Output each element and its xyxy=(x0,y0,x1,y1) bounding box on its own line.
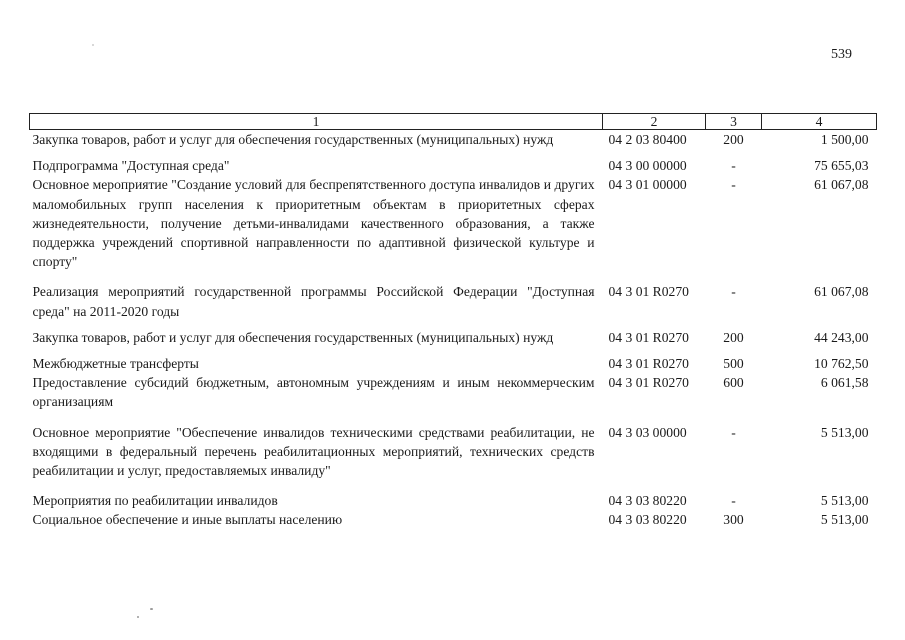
header-row xyxy=(30,114,877,130)
row-amount: 61 067,08 xyxy=(814,284,869,300)
row-amount: 1 500,00 xyxy=(820,132,869,147)
row-name: Основное мероприятие "Обеспечение инвалидов техническими средствами реабилитации, не входящими в федеральный перечень реабилитационных мероприятий, технических средств реабилитации и услуг, предоставляемых инвалиду" xyxy=(32,424,595,479)
header-code-column: 2 xyxy=(603,114,706,130)
table-row xyxy=(30,328,877,354)
row-kind: 200 xyxy=(723,132,744,147)
row-kind: 500 xyxy=(723,356,744,372)
row-amount: 5 513,00 xyxy=(820,424,869,440)
row-kind: 300 xyxy=(723,512,744,528)
row-code: 04 3 03 00000 xyxy=(608,424,687,440)
row-name: Закупка товаров, работ и услуг для обеспечения государственных (муниципальных) нужд xyxy=(32,329,554,345)
row-kind: 600 xyxy=(723,375,744,391)
row-kind: - xyxy=(731,424,736,440)
row-name: Социальное обеспечение и иные выплаты населению xyxy=(32,512,343,528)
row-code: 04 3 03 80220 xyxy=(608,493,687,509)
table-row xyxy=(30,354,877,373)
row-name: Закупка товаров, работ и услуг для обеспечения государственных (муниципальных) нужд xyxy=(32,132,554,147)
row-kind: - xyxy=(731,177,736,193)
page-number: 539 xyxy=(831,47,852,62)
row-code: 04 3 01 00000 xyxy=(608,177,687,193)
row-code: 04 3 00 00000 xyxy=(608,158,687,174)
table-row xyxy=(30,491,877,510)
table-row xyxy=(30,130,877,157)
row-kind: - xyxy=(731,284,736,300)
table-row xyxy=(30,423,877,492)
row-amount: 61 067,08 xyxy=(814,177,869,193)
row-amount: 5 513,00 xyxy=(820,493,869,509)
row-name: Предоставление субсидий бюджетным, автономным учреждениям и иным некоммерческим организациям xyxy=(32,375,595,410)
budget-table xyxy=(29,113,877,530)
header-amount-column: 4 xyxy=(762,114,877,130)
header-name-column: 1 xyxy=(30,114,603,130)
row-kind: 200 xyxy=(723,329,744,345)
row-code: 04 3 03 80220 xyxy=(608,512,687,528)
row-name: Подпрограмма "Доступная среда" xyxy=(32,158,230,174)
budget-table-container xyxy=(29,113,876,530)
table-row xyxy=(30,373,877,422)
row-amount: 44 243,00 xyxy=(814,329,869,345)
row-name: Межбюджетные трансферты xyxy=(32,356,199,372)
row-name: Реализация мероприятий государственной программы Российской Федерации "Доступная среда" на 2011-2020 годы xyxy=(32,284,595,319)
table-row xyxy=(30,282,877,327)
row-code: 04 3 01 R0270 xyxy=(608,329,689,345)
row-amount: 5 513,00 xyxy=(820,512,869,528)
row-code: 04 3 01 R0270 xyxy=(608,375,689,391)
row-kind: - xyxy=(731,158,736,174)
row-kind: - xyxy=(731,493,736,509)
scan-speck xyxy=(150,608,153,610)
row-amount: 75 655,03 xyxy=(814,158,869,174)
table-row xyxy=(30,156,877,175)
scan-speck xyxy=(92,44,94,46)
row-name: Основное мероприятие "Создание условий для беспрепятственного доступа инвалидов и других маломобильных групп населения к приоритетным объектам в приоритетных сферах жизнедеятельности, получение детьми-инвалидами качественного образования, а также поддержка учреждений спортивной направленности по адаптивной физической культуре и спорту" xyxy=(32,177,595,270)
row-code: 04 2 03 80400 xyxy=(608,132,687,147)
row-code: 04 3 01 R0270 xyxy=(608,356,689,372)
table-row xyxy=(30,510,877,529)
table-row xyxy=(30,175,877,282)
row-amount: 10 762,50 xyxy=(814,356,869,372)
row-code: 04 3 01 R0270 xyxy=(608,284,689,300)
row-amount: 6 061,58 xyxy=(820,375,869,391)
scan-speck xyxy=(137,616,139,618)
row-name: Мероприятия по реабилитации инвалидов xyxy=(32,493,278,509)
header-kind-column: 3 xyxy=(706,114,762,130)
